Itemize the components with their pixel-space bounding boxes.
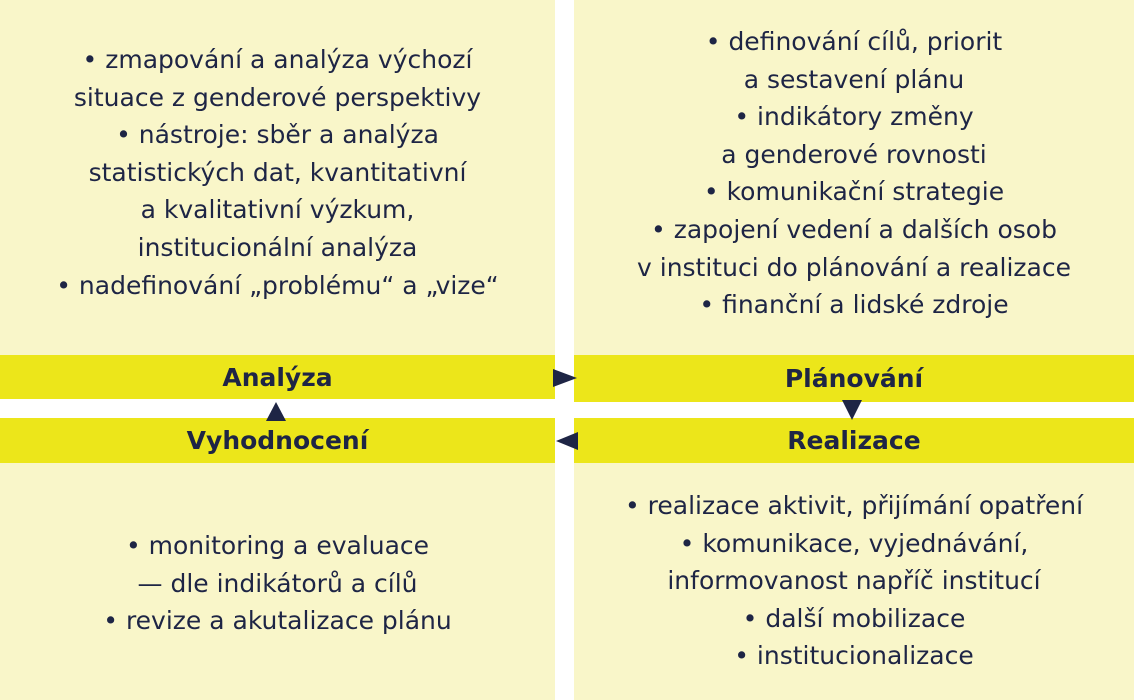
planning-band [574, 355, 1134, 402]
analysis-label: Analýza [222, 362, 333, 392]
realization-bullets [574, 487, 1134, 675]
analysis-line: institucionální analýza [137, 232, 418, 262]
planning-line: a sestavení plánu [743, 64, 965, 94]
planning-line: • definování cílů, priorit [705, 27, 1003, 56]
realization-label: Realizace [787, 426, 921, 455]
planning-line: • indikátory změny [734, 102, 974, 132]
evaluation-line: • revize a akutalizace plánu [103, 606, 452, 636]
arrow-left-icon [556, 432, 578, 450]
analysis-bullets [0, 41, 555, 304]
analysis-line: • nástroje: sběr a analýza [116, 120, 439, 150]
analysis-line: • nadefinování „problému“ a „vize“ [56, 270, 499, 300]
analysis-line: situace z genderové perspektivy [73, 82, 482, 112]
evaluation-band [0, 418, 555, 463]
realization-band [574, 418, 1134, 463]
evaluation-line: • monitoring a evaluace [125, 531, 430, 560]
planning-line: a genderové rovnosti [721, 139, 987, 169]
arrow-up-icon [266, 402, 286, 421]
planning-line: • finanční a lidské zdroje [699, 290, 1009, 320]
planning-line: v instituci do plánování a realizace [637, 252, 1071, 282]
realization-line: informovanost napříč institucí [667, 566, 1041, 596]
analysis-line: statistických dat, kvantitativní [88, 157, 467, 187]
planning-label: Plánování [784, 364, 924, 393]
evaluation-bullets [0, 527, 555, 640]
analysis-line: • zmapování a analýza výchozí [82, 45, 473, 74]
arrow-right-icon [553, 369, 577, 387]
planning-bullets [574, 23, 1134, 324]
planning-line: • komunikační strategie [703, 177, 1005, 207]
analysis-band [0, 355, 555, 399]
realization-line: • realizace aktivit, přijímání opatření [624, 491, 1084, 520]
realization-line: • další mobilizace [742, 603, 966, 633]
evaluation-line: — dle indikátorů a cílů [137, 568, 418, 598]
planning-line: • zapojení vedení a dalších osob [651, 214, 1057, 244]
evaluation-label: Vyhodnocení [186, 426, 369, 455]
realization-line: • komunikace, vyjednávání, [679, 528, 1029, 558]
analysis-line: a kvalitativní výzkum, [140, 195, 415, 225]
arrow-down-icon [842, 400, 862, 420]
realization-line: • institucionalizace [734, 641, 974, 671]
